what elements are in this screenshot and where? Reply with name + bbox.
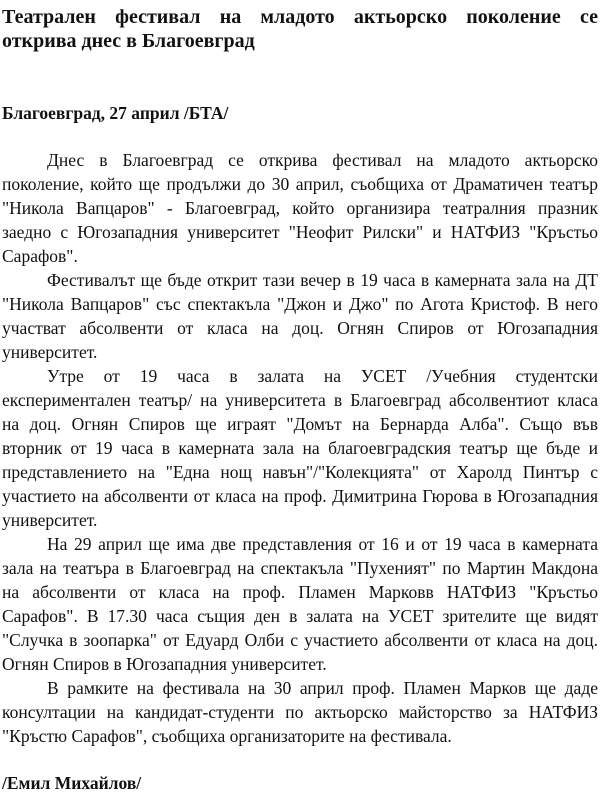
paragraph-line: "Кръстю Сарафов", съобщиха организаторите на фестивала. [2,726,452,746]
paragraph-line: университет. [2,342,98,362]
paragraph-line: На 29 април ще има две представления от 16 и от 19 часа в камерната [47,534,598,554]
article-title [2,5,598,53]
paragraph-line: Сарафов". [2,246,78,266]
paragraph-line: В рамките на фестивала на 30 април проф. Пламен Марков ще даде [47,678,598,698]
paragraph-line: зала на театъра в Благоевград на спектакъла "Пухеният" по Мартин Макдона [2,558,598,578]
paragraph-line: Огнян Спиров в Югозападния университет. [2,654,327,674]
paragraph-line: Сарафов". В 17.30 часа същия ден в залата на УСЕТ зрителите ще видят [2,606,598,626]
title-line: Театрален фестивал на младото актьорско поколение се [2,6,598,28]
paragraph [2,148,598,268]
paragraph [2,268,598,364]
paragraph-line: заедно с Югозападния университет "Неофит Рилски" и НАТФИЗ "Кръстьо [2,222,598,242]
paragraph-line: Утре от 19 часа в залата на УСЕТ /Учебния студентски [47,366,598,386]
paragraph-line: "Никола Вапцаров" със спектакъла "Джон и Джо" по Агота Кристоф. В него [2,294,598,314]
paragraph-line: на абсолвенти от класа на проф. Пламен Марковв НАТФИЗ "Кръстьо [2,582,598,602]
paragraph [2,532,598,676]
paragraph-line: участието на абсолвенти от класа на проф. Димитрина Гюрова в Югозападния [2,486,598,506]
paragraph-line: представлението на "Една нощ навън"/"Колекцията" от Харолд Пинтър с [2,462,598,482]
article-body [2,148,598,748]
paragraph [2,676,598,748]
paragraph-line: поколение, който ще продължи до 30 април, съобщиха от Драматичен театър [2,174,598,194]
author-signature: /Емил Михайлов/ [2,773,142,793]
paragraph-line: експериментален театър/ на университета в Благоевград абсолвентиот класа [2,390,598,410]
paragraph [2,364,598,532]
paragraph-line: вторник от 19 часа в камерната зала на благоевградския театър ще бъде и [2,438,598,458]
paragraph-line: Днес в Благоевград се открива фестивал на младото актьорско [47,150,598,170]
paragraph-line: участват абсолвенти от класа на доц. Огнян Спиров от Югозападния [2,318,598,338]
paragraph-line: консултации на кандидат-студенти по актьорско майсторство за НАТФИЗ [2,702,598,722]
title-line: открива днес в Благоевград [2,30,255,52]
paragraph-line: "Никола Вапцаров" - Благоевград, който организира театралния празник [2,198,598,218]
dateline: Благоевград, 27 април /БТА/ [2,103,229,123]
paragraph-line: "Случка в зоопарка" от Едуард Олби с участието абсолвенти от класа на доц. [2,630,598,650]
paragraph-line: Фестивалът ще бъде открит тази вечер в 19 часа в камерната зала на ДТ [47,270,598,290]
paragraph-line: на доц. Огнян Спиров ще играят "Домът на Бернарда Алба". Също във [2,414,598,434]
paragraph-line: университет. [2,510,98,530]
